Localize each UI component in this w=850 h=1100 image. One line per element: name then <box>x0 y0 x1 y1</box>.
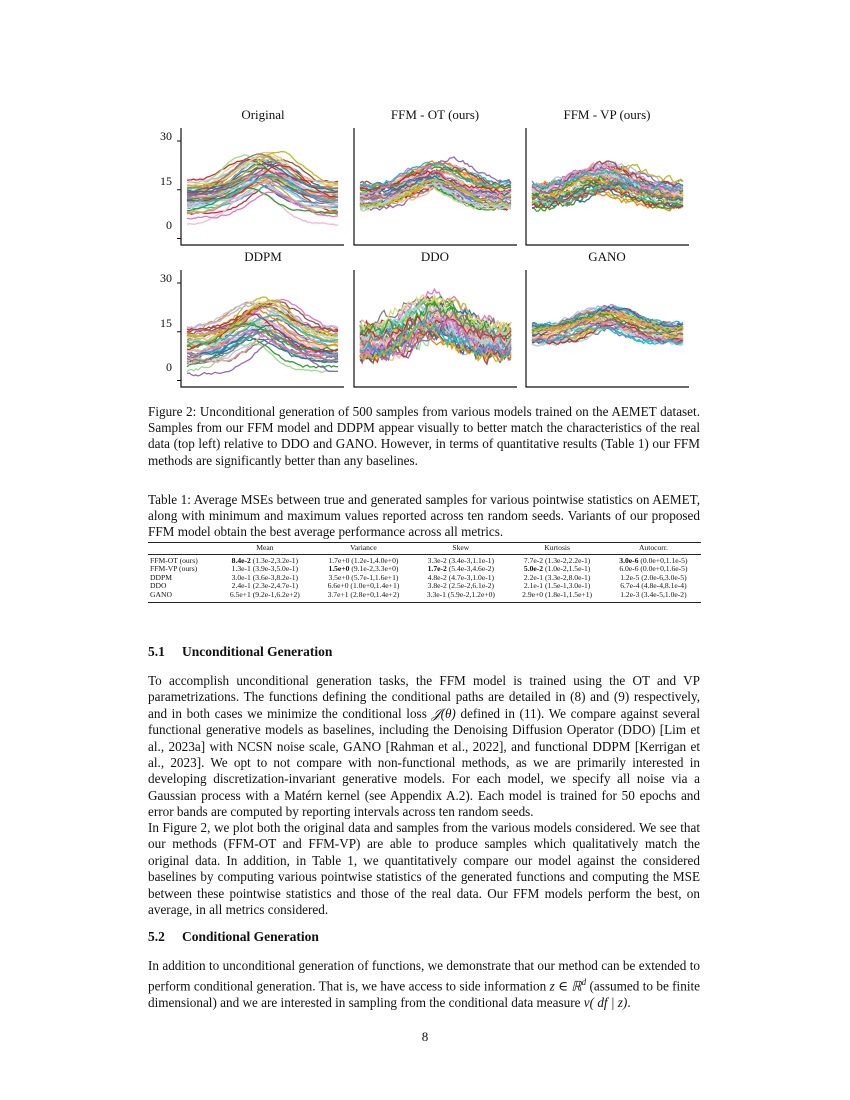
section-title: Unconditional Generation <box>182 644 333 659</box>
table-cell <box>314 591 414 602</box>
figure-caption <box>148 404 700 469</box>
panel-curves <box>532 305 683 346</box>
section-number: 5.1 <box>148 644 165 659</box>
text: In addition to unconditional generation of functions, we demonstrate that our method can be extended to perform conditional generation. That is, we have access to side information <box>148 958 700 994</box>
cell-value: 1.2e-3 (3.4e-5,1.0e-2) <box>620 589 687 599</box>
cell-value: 2.1e-1 (1.5e-1,3.0e-1) <box>523 581 591 591</box>
text: . <box>627 995 631 1011</box>
math-d: d <box>581 977 587 988</box>
paragraph-5-1-b <box>148 820 700 918</box>
cell-value: 2.4e-1 (2.3e-2,4.7e-1) <box>231 581 299 591</box>
row-label: FFM-OT (ours) <box>150 555 198 565</box>
cell-value: 2.2e-1 (3.3e-2,8.0e-1) <box>523 572 591 582</box>
row-label: FFM-VP (ours) <box>150 564 198 574</box>
cell-value: 3.3e-2 (3.4e-3,1.1e-1) <box>427 555 495 565</box>
cell-value: 6.7e-4 (4.8e-4,8.1e-4) <box>620 581 687 591</box>
cell-value: 7.7e-2 (1.3e-2,2.2e-1) <box>523 555 591 565</box>
text: In Figure 2, we plot both the original data and samples from the various models considered. We see that our methods (FFM-OT and FFM-VP) are able to produce samples which qualitatively match the original data. In addition, in Table 1, we quantitatively compare our model against the considered baselines by computing various pointwise statistics of the generated functions and computing the MSE between these pointwise statistics and those of the real data. Our FFM models perform the best, on average, in all metrics considered. <box>148 820 700 918</box>
cell-value: 3.0e-1 (3.6e-3,8.2e-1) <box>231 572 299 582</box>
panel-title-ddo: DDO <box>420 249 450 264</box>
table-row <box>148 591 701 602</box>
panel-curves <box>187 297 338 376</box>
cell-value: 4.8e-2 (4.7e-3,1.0e-1) <box>427 572 495 582</box>
text: To accomplish unconditional generation tasks, the FFM model is trained using the OT and VP parametrizations. The functions defining the conditional paths are detailed in (8) and (9) respectively, and in both cases we minimize the conditional loss <box>148 673 700 721</box>
ytick-label: 0 <box>166 360 172 374</box>
results-table <box>148 542 701 603</box>
ytick-label: 15 <box>160 174 172 188</box>
table-caption <box>148 492 700 541</box>
best-value: 1.5e+0 <box>328 564 350 574</box>
cell-value: 2.9e+0 (1.8e-1,1.5e+1) <box>522 589 593 599</box>
table-header-row <box>148 543 701 555</box>
cell-value: 3.3e-1 (5.9e-2,1.2e+0) <box>426 589 495 599</box>
panel-title-ddpm: DDPM <box>244 249 282 264</box>
ytick-label: 15 <box>160 316 172 330</box>
cell-value: 3.7e+1 (2.8e+0,1.4e+2) <box>327 589 400 599</box>
cell-value: 3.8e-2 (2.5e-2,6.1e-2) <box>427 581 495 591</box>
section-heading-5-1 <box>148 644 332 660</box>
math-z: z ∈ ℝ <box>549 978 582 994</box>
math-measure: ν( df | z) <box>583 995 628 1011</box>
best-value: 8.4e-2 <box>231 555 251 565</box>
table-cell <box>216 591 313 602</box>
table-header: Variance <box>314 543 414 555</box>
cell-value: 1.2e-5 (2.0e-6,3.0e-5) <box>620 572 687 582</box>
figure-2-plots <box>0 0 850 395</box>
text: defined in (11). We compare against several functional generative models as baselines, including the Denoising Diffusion Operator (DDO) [Lim et al., 2023a] with NCSN noise scale, GANO [Rahman et al., 2022], and functional DDPM [Kerrigan et al., 2023]. We opt to not compare with non-functional methods, as we are primarily interested in developing discretization-invariant generative models. For each model, we specify all noise via a Gaussian process with a Matérn kernel (see Appendix A.2). Each model is trained for 50 epochs and error bands are computed by reporting intervals across ten random seeds. <box>148 705 700 820</box>
cell-value: 3.5e+0 (5.7e-1,1.6e+1) <box>328 572 399 582</box>
section-title: Conditional Generation <box>182 929 319 944</box>
best-value: 1.7e-2 <box>427 564 447 574</box>
cell-value: (1.0e-2,1.5e-1) <box>543 564 591 574</box>
table-header: Kurtosis <box>508 543 605 555</box>
section-heading-5-2 <box>148 929 319 945</box>
section-number: 5.2 <box>148 929 165 944</box>
math-loss: 𝒥(θ) <box>431 705 456 721</box>
table-header: Autocorr. <box>606 543 701 555</box>
panel-curves <box>360 289 511 364</box>
cell-value: 1.3e-1 (3.9e-3,5.0e-1) <box>231 564 299 574</box>
table-caption-text: Table 1: Average MSEs between true and generated samples for various pointwise statistics on AEMET, along with minimum and maximum values reported across ten random seeds. Variants of our proposed FFM model obtain the best average performance across all metrics. <box>148 492 700 540</box>
text: (assumed to be finite dimensional) and we are interested in sampling from the conditional data measure <box>148 978 700 1011</box>
figure-caption-text: Figure 2: Unconditional generation of 500 samples from various models trained on the AEMET dataset. Samples from our FFM model and DDPM appear visually to better match the characteristics of the real data (top left) relative to DDO and GANO. However, in terms of quantitative results (Table 1) our FFM methods are significantly better than any baselines. <box>148 404 700 468</box>
row-label: DDO <box>150 581 167 591</box>
panel-title-ffm-vp: FFM - VP (ours) <box>563 107 651 122</box>
panel-title-original: Original <box>241 107 285 122</box>
paragraph-5-1-a <box>148 673 700 821</box>
best-value: 5.0e-2 <box>523 564 544 574</box>
cell-value: 1.7e+0 (1.2e-1,4.0e+0) <box>328 555 399 565</box>
cell-value: 6.5e+1 (9.2e-1,6.2e+2) <box>229 589 300 599</box>
table-header: Skew <box>413 543 508 555</box>
table-cell <box>508 591 605 602</box>
table-cell <box>413 591 508 602</box>
cell-value: (9.1e-2,3.3e+0) <box>349 564 399 574</box>
table-cell <box>606 591 701 602</box>
cell-value: 6.0e-6 (0.0e+0,1.6e-5) <box>619 564 688 574</box>
panel-curves <box>187 152 338 226</box>
row-label: GANO <box>148 591 216 602</box>
panel-curves <box>532 161 683 211</box>
cell-value: (5.4e-3,4.6e-2) <box>446 564 495 574</box>
paragraph-5-2 <box>148 958 700 1012</box>
page-number: 8 <box>421 1029 429 1044</box>
ytick-label: 30 <box>160 271 172 285</box>
cell-value: 6.6e+0 (1.0e+0,1.4e+1) <box>327 581 400 591</box>
cell-value: (1.3e-2,3.2e-1) <box>250 555 299 565</box>
panel-curves <box>360 157 511 211</box>
panel-title-ffm-ot: FFM - OT (ours) <box>390 107 480 122</box>
best-value: 3.0e-6 <box>619 555 639 565</box>
row-label: DDPM <box>150 572 172 582</box>
table-header: Mean <box>216 543 313 555</box>
cell-value: (0.0e+0,1.1e-5) <box>638 555 688 565</box>
ytick-label: 30 <box>160 129 172 143</box>
panel-title-gano: GANO <box>588 249 626 264</box>
table-header <box>148 543 216 555</box>
ytick-label: 0 <box>166 218 172 232</box>
